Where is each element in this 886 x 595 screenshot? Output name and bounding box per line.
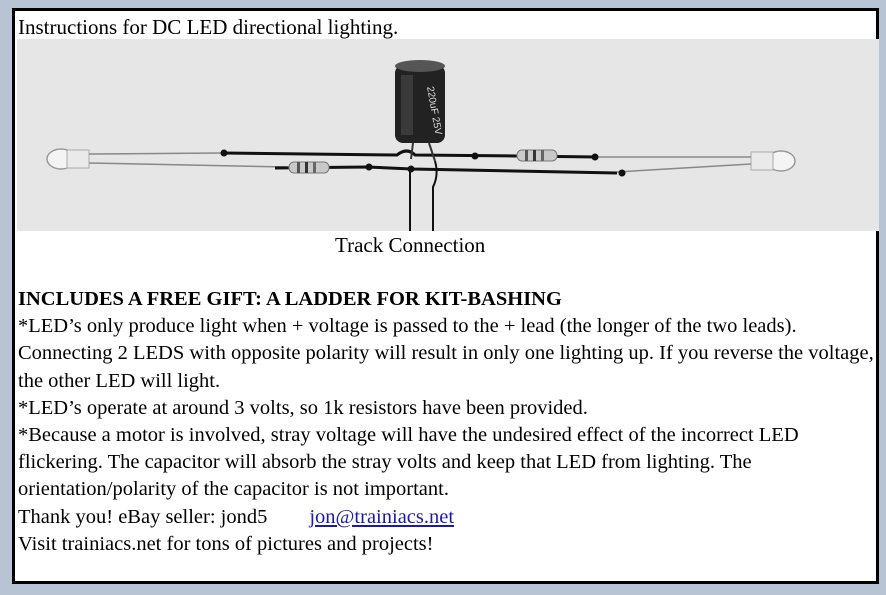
resistor-right [517, 150, 557, 161]
capacitor [395, 60, 445, 161]
track-connection-caption: Track Connection [335, 233, 486, 257]
svg-text:220uF 25V: 220uF 25V [424, 85, 444, 136]
document-page [12, 8, 879, 584]
instruction-led-polarity: *LED’s only produce light when + voltage is passed to the + lead (the longer of the two leads). Connecting 2 LEDS with opposite polarity will result in only one lighting up. If you reverse the voltage, the other LED will light. [18, 315, 874, 392]
document-title: Instructions for DC LED directional lighting. [18, 15, 399, 39]
email-link[interactable]: jon@trainiacs.net [309, 505, 455, 528]
instructions-body [18, 286, 880, 558]
thanks-line [18, 504, 880, 531]
instruction-capacitor: *Because a motor is involved, stray voltage will have the undesired effect of the incorrect LED flickering. The capacitor will absorb the stray volts and keep that LED from lighting. The orientation/polarity of the capacitor is not important. [18, 424, 799, 501]
instruction-led-voltage: *LED’s operate at around 3 volts, so 1k resistors have been provided. [18, 396, 588, 419]
led-circuit-photo [17, 39, 879, 231]
visit-line: Visit trainiacs.net for tons of pictures and projects! [18, 532, 434, 555]
seller-text: Thank you! eBay seller: jond5 [18, 505, 268, 528]
led-circuit-illustration [17, 39, 879, 231]
resistor-left [289, 162, 329, 173]
free-gift-headline: INCLUDES A FREE GIFT: A LADDER FOR KIT-BASHING [18, 288, 562, 310]
